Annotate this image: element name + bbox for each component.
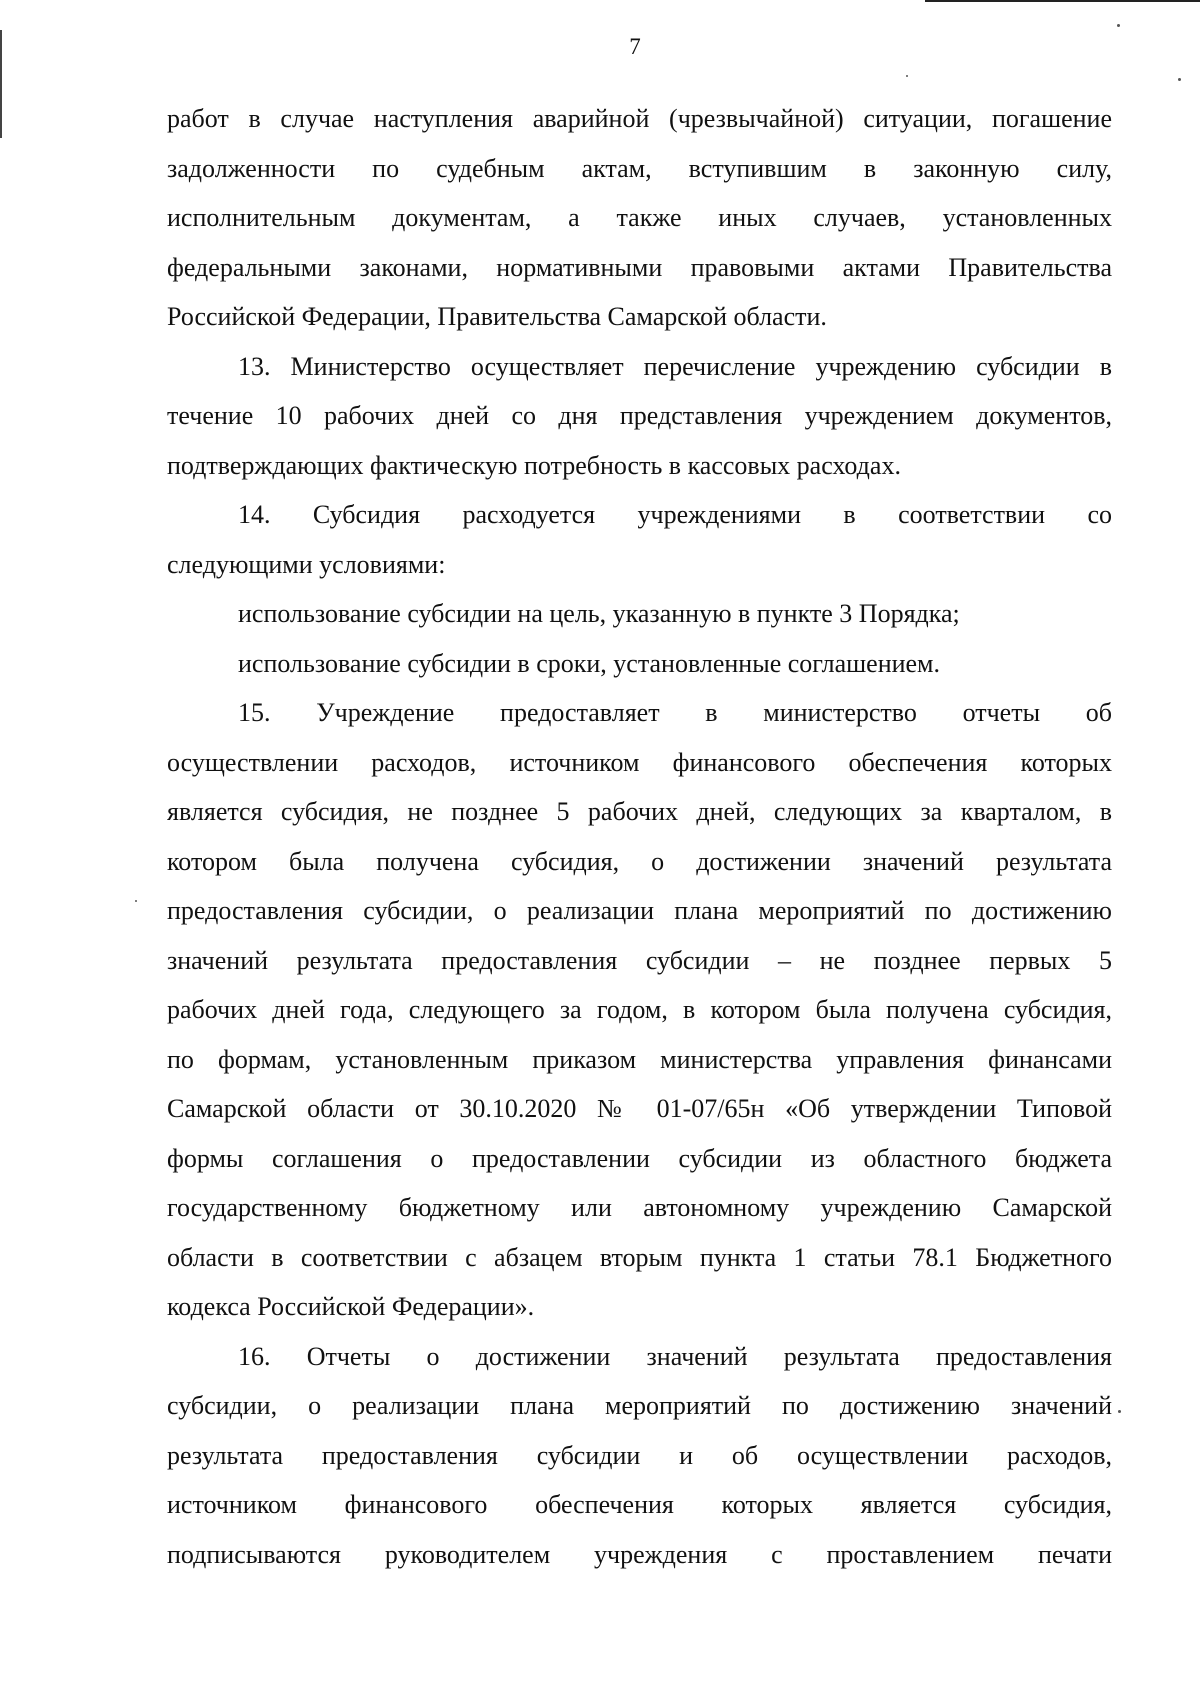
text-line: формы соглашения о предоставлении субсидии из областного бюджета (167, 1143, 1112, 1173)
paragraph-14 (167, 490, 1112, 589)
scan-speck (1117, 24, 1120, 27)
text-line: области в соответствии с абзацем вторым пункта 1 статьи 78.1 Бюджетного (167, 1242, 1112, 1272)
text-line: 13. Министерство осуществляет перечисление учреждению субсидии в (238, 351, 1112, 381)
paragraph-15 (167, 688, 1112, 1332)
text-line: значений результата предоставления субсидии – не позднее первых 5 (167, 945, 1112, 975)
text-line: по формам, установленным приказом министерства управления финансами (167, 1044, 1112, 1074)
text-line: подписываются руководителем учреждения с проставлением печати (167, 1539, 1112, 1569)
text-line: использование субсидии в сроки, установленные соглашением. (238, 648, 941, 678)
paragraph-13 (167, 342, 1112, 491)
text-line: рабочих дней года, следующего за годом, в котором была получена субсидия, (167, 995, 1112, 1024)
text-line: государственному бюджетному или автономному учреждению Самарской (167, 1193, 1112, 1222)
text-line: предоставления субсидии, о реализации плана мероприятий по достижению (167, 896, 1112, 925)
text-line: задолженности по судебным актам, вступившим в законную силу, (167, 153, 1112, 183)
text-line: подтверждающих фактическую потребность в кассовых расходах. (167, 450, 901, 480)
paragraph-14-a (167, 589, 1112, 639)
text-line: осуществлении расходов, источником финансового обеспечения которых (167, 747, 1112, 777)
text-line: исполнительным документам, а также иных случаев, установленных (167, 203, 1112, 232)
text-line: течение 10 рабочих дней со дня представления учреждением документов, (167, 401, 1112, 430)
text-line: является субсидия, не позднее 5 рабочих дней, следующих за кварталом, в (167, 797, 1112, 826)
paragraph-14-b (167, 639, 1112, 689)
top-edge-line (925, 0, 1200, 2)
text-line: федеральными законами, нормативными правовыми актами Правительства (167, 252, 1112, 282)
scan-speck (1178, 78, 1181, 81)
text-line: результата предоставления субсидии и об осуществлении расходов, (167, 1440, 1112, 1470)
text-line: 14. Субсидия расходуется учреждениями в соответствии со (238, 500, 1112, 529)
text-line: 15. Учреждение предоставляет в министерство отчеты об (238, 698, 1112, 727)
paragraph-cont (167, 94, 1112, 342)
page-number: 7 (629, 34, 641, 59)
text-line: работ в случае наступления аварийной (чрезвычайной) ситуации, погашение (167, 104, 1112, 133)
text-line: использование субсидии на цель, указанную в пункте 3 Порядка; (238, 599, 960, 628)
text-line: следующими условиями: (167, 549, 446, 579)
paragraph-16 (167, 1332, 1112, 1580)
scan-speck (135, 900, 137, 902)
text-line: Российской Федерации, Правительства Самарской области. (167, 302, 827, 331)
text-line: субсидии, о реализации плана мероприятий по достижению значений (167, 1391, 1112, 1420)
scan-speck (1118, 1410, 1121, 1413)
document-body (167, 94, 1112, 1579)
scan-speck (906, 75, 908, 77)
text-line: Самарской области от 30.10.2020 № 01-07/65н «Об утверждении Типовой (167, 1094, 1112, 1123)
text-line: источником финансового обеспечения которых является субсидия, (167, 1490, 1112, 1519)
text-line: кодекса Российской Федерации». (167, 1292, 535, 1321)
text-line: 16. Отчеты о достижении значений результата предоставления (238, 1341, 1112, 1371)
text-line: котором была получена субсидия, о достижении значений результата (167, 846, 1112, 876)
